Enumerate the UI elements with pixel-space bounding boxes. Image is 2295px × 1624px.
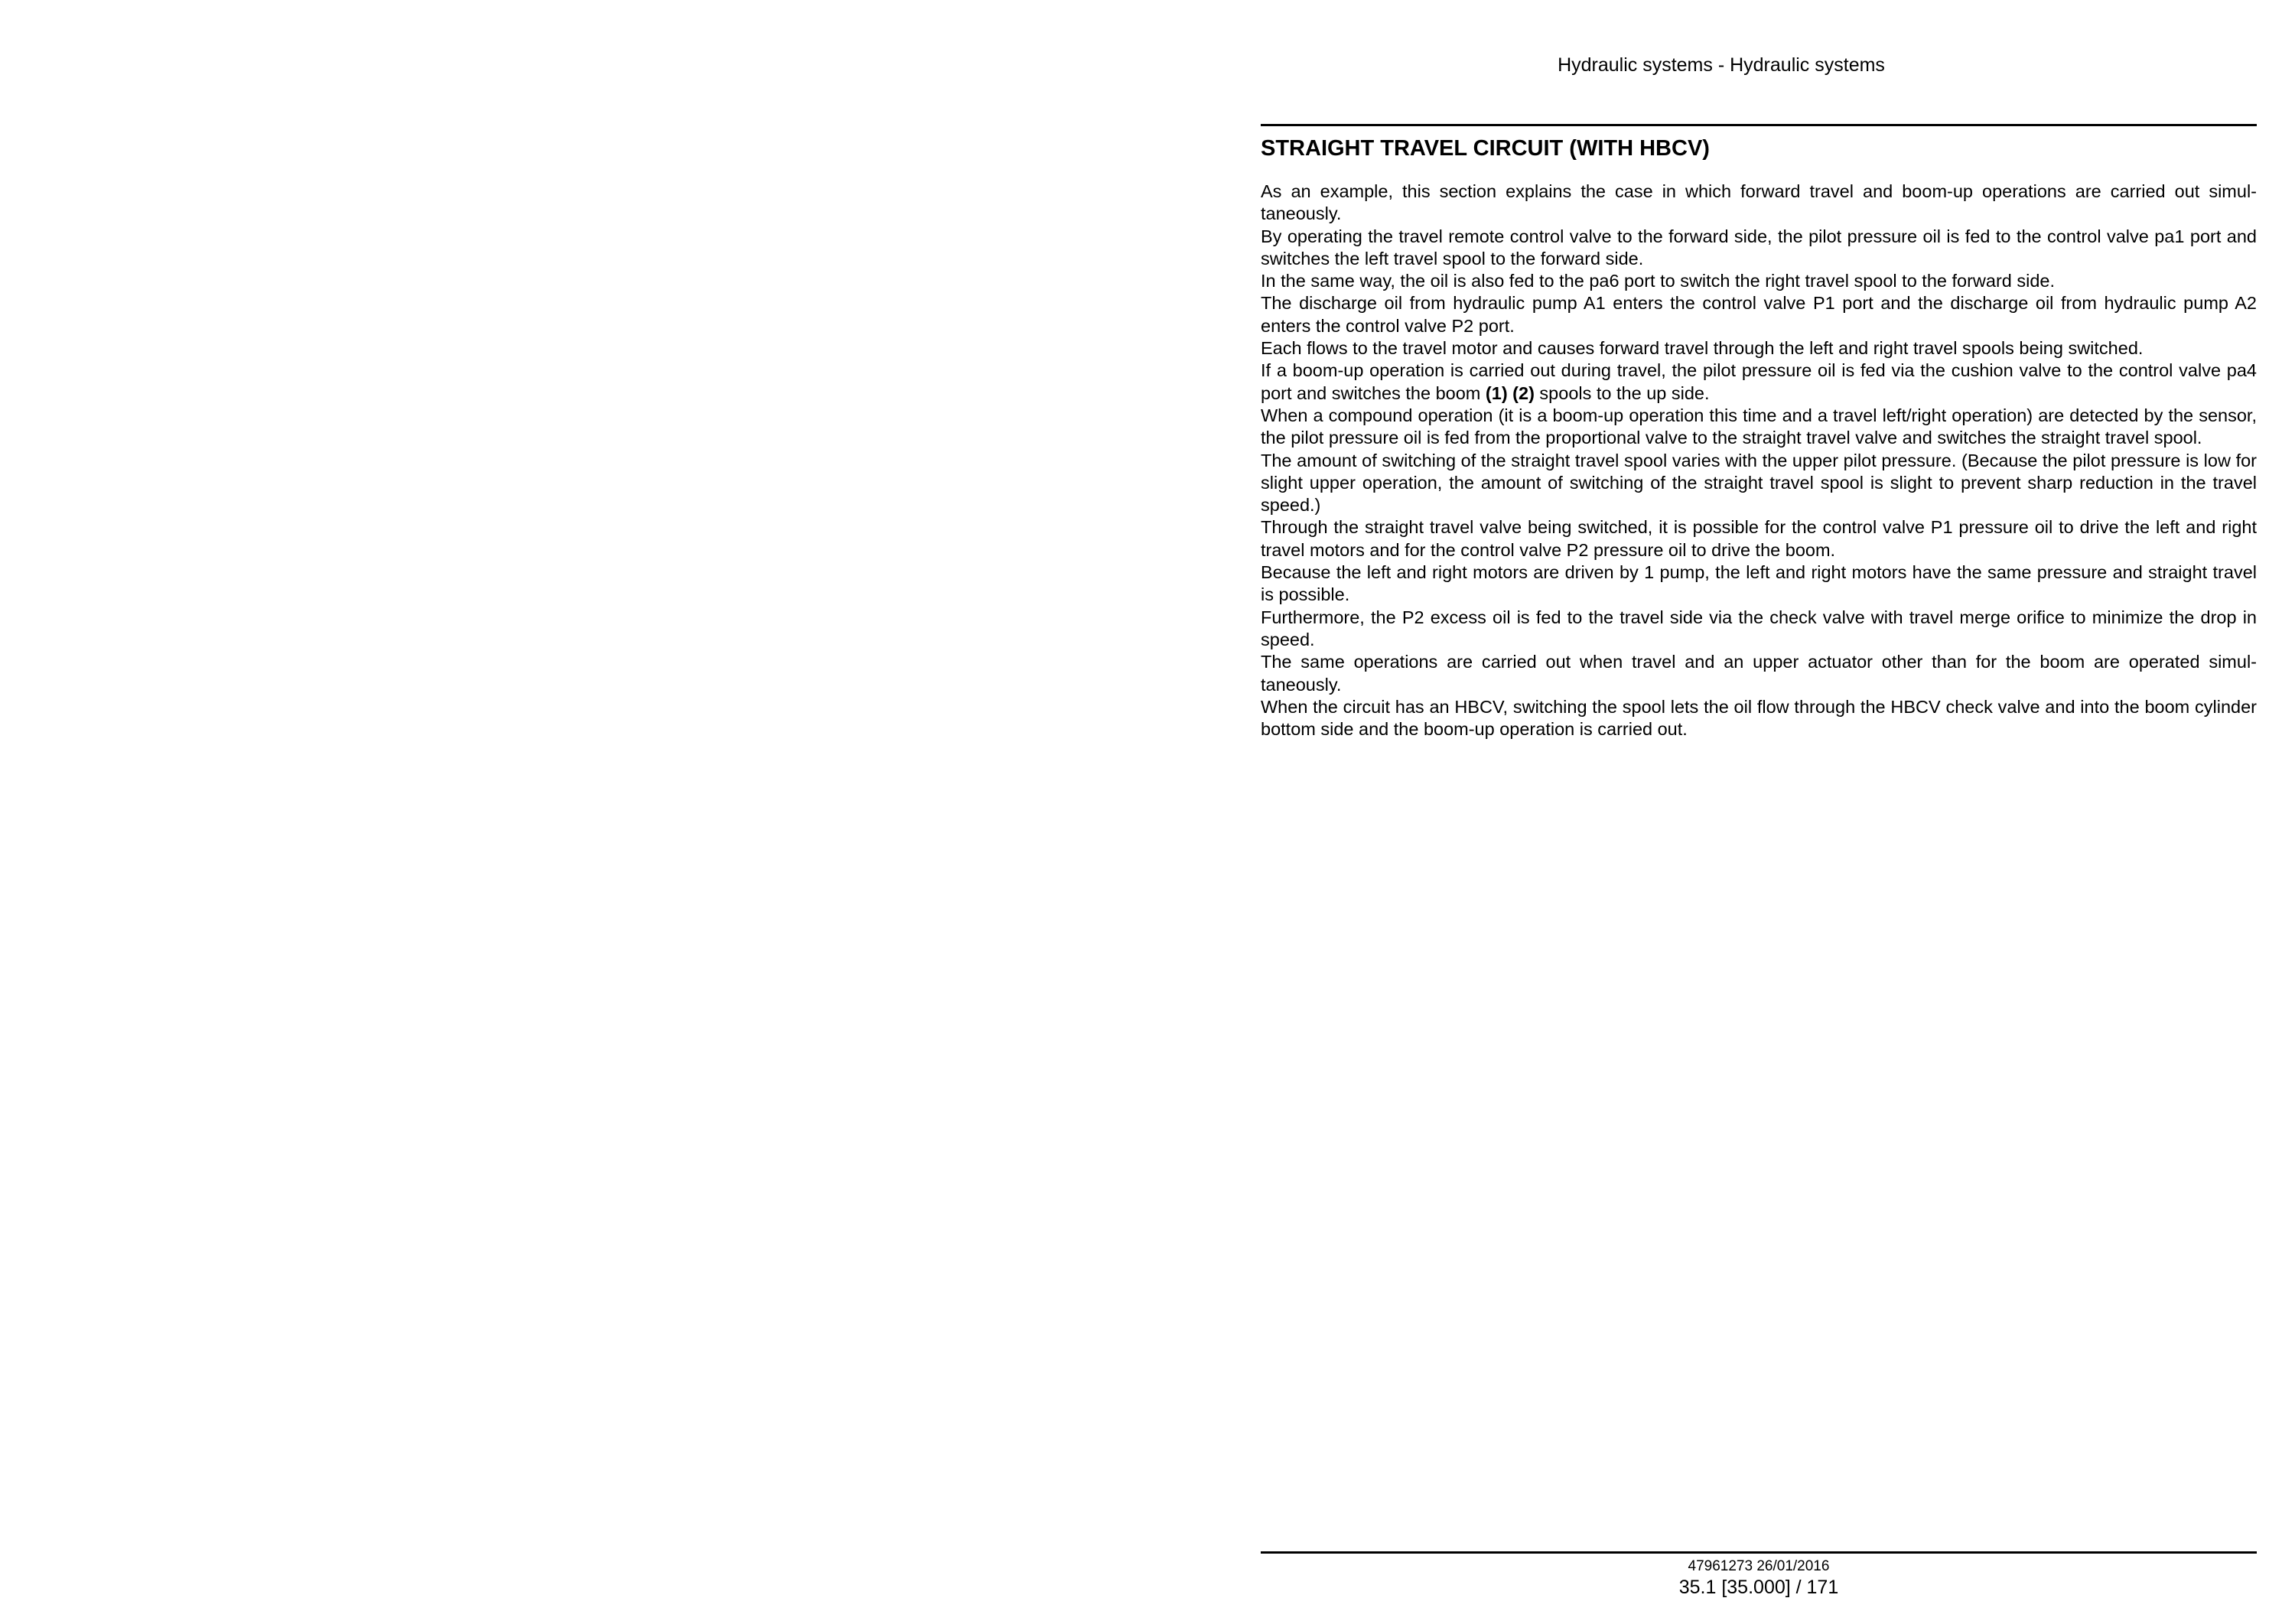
paragraph: Furthermore, the P2 excess oil is fed to the travel side via the check valve with travel merge orifice to minimize the drop in speed. xyxy=(1261,607,2257,649)
paragraph: As an example, this section explains the case in which forward travel and boom-up operations are carried out simul-taneously. xyxy=(1261,181,2257,224)
paragraph: The discharge oil from hydraulic pump A1 enters the control valve P1 port and the discharge oil from hydraulic pump A2 enters the control valve P2 port. xyxy=(1261,293,2257,336)
paragraph: The same operations are carried out when travel and an upper actuator other than for the boom are operated simul-taneously. xyxy=(1261,652,2257,695)
header-divider xyxy=(1261,124,2257,126)
document-page xyxy=(1148,0,2295,1624)
paragraph: When the circuit has an HBCV, switching the spool lets the oil flow through the HBCV check valve and into the boom cylinder bottom side and the boom-up operation is carried out. xyxy=(1261,696,2257,740)
paragraph: By operating the travel remote control valve to the forward side, the pilot pressure oil is fed to the control valve pa1 port and switches the left travel spool to the forward side. xyxy=(1261,226,2257,268)
section-title: STRAIGHT TRAVEL CIRCUIT (WITH HBCV) xyxy=(1261,136,1710,161)
page-number: 35.1 [35.000] / 171 xyxy=(1678,1577,1839,1598)
paragraph-text: spools to the up side. xyxy=(1534,382,1710,403)
footer-divider xyxy=(1261,1551,2257,1554)
paragraph: Through the straight travel valve being switched, it is possible for the control valve P1 pressure oil to drive the left and right travel motors and for the control valve P2 pressure oil to drive the boom. xyxy=(1261,517,2257,560)
paragraph: Each flows to the travel motor and causes forward travel through the left and right travel spools being switched. xyxy=(1261,338,2144,359)
body-text xyxy=(1261,181,2257,740)
document-id: 47961273 26/01/2016 xyxy=(1688,1558,1830,1574)
paragraph: The amount of switching of the straight travel spool varies with the upper pilot pressure. (Because the pilot pressure is low for slight upper operation, the amount of switching of the straight travel spool is slight to prevent sharp reduction in the travel speed.) xyxy=(1261,450,2257,516)
paragraph: In the same way, the oil is also fed to the pa6 port to switch the right travel spool to the forward side. xyxy=(1261,271,2056,291)
paragraph: When a compound operation (it is a boom-up operation this time and a travel left/right operation) are detected by the sensor, the pilot pressure oil is fed from the proportional valve to the straight travel valve and switches the straight travel spool. xyxy=(1261,405,2257,448)
running-header: Hydraulic systems - Hydraulic systems xyxy=(1558,54,1885,76)
item-reference: (1) (2) xyxy=(1485,382,1535,403)
paragraph xyxy=(1261,360,2257,405)
paragraph-text: If a boom-up operation is carried out during travel, the pilot pressure oil is fed via the cushion valve to the control valve pa4 port and switches the boom xyxy=(1261,360,2257,403)
paragraph: Because the left and right motors are driven by 1 pump, the left and right motors have the same pressure and straight travel is possible. xyxy=(1261,562,2257,605)
